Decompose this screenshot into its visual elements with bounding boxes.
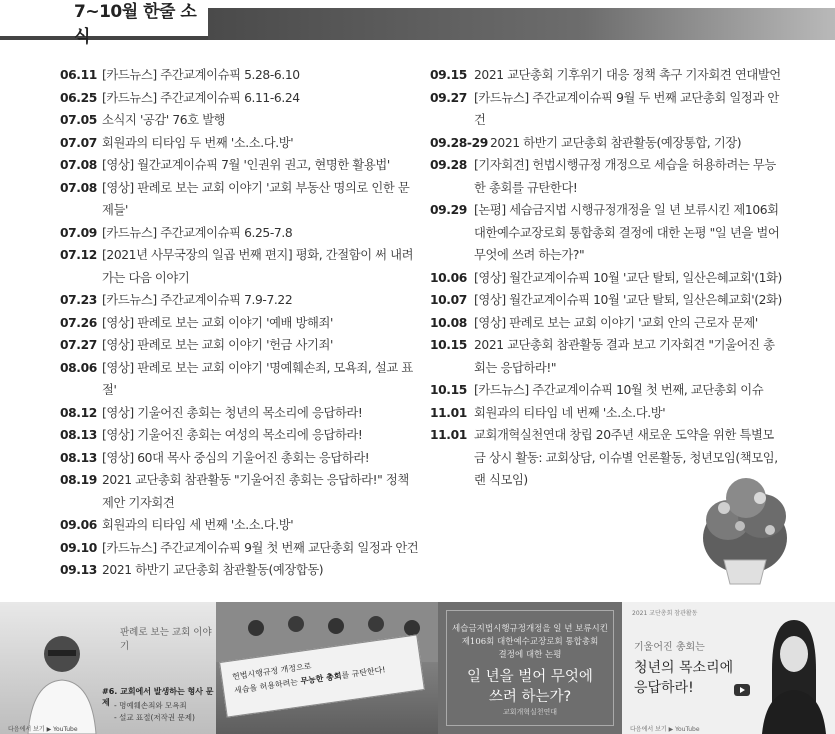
- news-date: 09.27: [430, 90, 467, 105]
- news-date: 07.27: [60, 338, 97, 352]
- header-left-line: [0, 36, 60, 40]
- thumbnail-headline: 판례로 보는 교회 이야기: [120, 627, 212, 652]
- news-item: [430, 334, 782, 379]
- youtube-stamp: 다음에서 보기 ▶ YouTube: [630, 726, 700, 733]
- news-date: 07.05: [60, 113, 97, 127]
- news-item: [60, 424, 420, 447]
- news-date: 07.07: [60, 135, 97, 150]
- news-item: [430, 132, 782, 155]
- news-text: 회원과의 티타임 세 번째 '소.소.다.방': [102, 518, 294, 532]
- news-item: [60, 559, 420, 582]
- news-item: [60, 334, 420, 357]
- statement-card: [438, 602, 622, 734]
- news-date: 10.08: [430, 315, 467, 330]
- news-date: 10.15: [430, 338, 467, 352]
- statement-subtitle: 세습금지법시행규정개정을 일 년 보류시킨 제106회 대한예수교장로회 통합총회 결정에 대한 논평: [452, 624, 608, 660]
- news-list-right: [430, 64, 782, 492]
- news-date: 08.13: [60, 450, 97, 465]
- news-item: [60, 447, 420, 470]
- news-item: [430, 267, 782, 290]
- news-text: [카드뉴스] 주간교계이슈픽 5.28-6.10: [102, 68, 300, 82]
- speaker-photo: [758, 610, 830, 734]
- news-item: [60, 469, 420, 514]
- thumbnail-caption-line2: - 설교 표절(저작권 문제): [114, 713, 195, 722]
- news-text: [영상] 판례로 보는 교회 이야기 '명예훼손죄, 모욕죄, 설교 표절': [102, 360, 413, 397]
- news-text: [영상] 기울어진 총회는 여성의 목소리에 응답하라!: [102, 428, 363, 442]
- news-text: [영상] 판례로 보는 교회 이야기 '헌금 사기죄': [102, 338, 333, 352]
- news-date: 09.29: [430, 203, 467, 217]
- news-date: 09.28-29: [430, 135, 488, 150]
- speaker-photo: [22, 624, 100, 734]
- statement-organization: 교회개혁실천연대: [502, 708, 558, 716]
- news-item: [60, 222, 420, 245]
- statement-headline: 일 년을 벌어 무엇에 쓰려 하는가?: [467, 669, 593, 705]
- news-item: [60, 537, 420, 560]
- news-item: [60, 402, 420, 425]
- video-thumbnail-youth-voice[interactable]: [622, 602, 835, 734]
- news-item: [60, 109, 420, 132]
- news-text: [카드뉴스] 주간교계이슈픽 7.9-7.22: [102, 293, 293, 307]
- news-item: [430, 64, 782, 87]
- news-text: [논평] 세습금지법 시행규정개정을 일 년 보류시킨 제106회 대한예수교장로회 통합총회 결정에 대한 논평 "일 년을 벌어 무엇에 쓰려 하는가?": [474, 203, 780, 262]
- thumbnail-top-label: 2021 교단총회 참관활동: [632, 610, 698, 617]
- news-date: 08.06: [60, 360, 97, 375]
- section-header: [0, 2, 835, 47]
- thumbnail-subtitle: 기울어진 총회는: [634, 642, 705, 653]
- news-text: 소식지 '공감' 76호 발행: [102, 113, 226, 127]
- photo-press-conference: [216, 602, 438, 734]
- news-item: [430, 199, 782, 267]
- play-icon[interactable]: [734, 684, 750, 696]
- news-item: [60, 154, 420, 177]
- news-text: [카드뉴스] 주간교계이슈픽 6.25-7.8: [102, 225, 293, 240]
- news-text: 회원과의 티타임 두 번째 '소.소.다.방': [102, 135, 294, 150]
- photo-strip: [0, 602, 835, 734]
- news-date: 10.15: [430, 383, 467, 397]
- statement-card-border: [446, 610, 614, 726]
- news-date: 08.13: [60, 428, 97, 442]
- news-item: [60, 514, 420, 537]
- thumbnail-caption-line1: - 명예훼손죄와 모욕죄: [114, 701, 187, 710]
- news-item: [430, 87, 782, 132]
- news-date: 08.19: [60, 473, 97, 487]
- news-item: [60, 357, 420, 402]
- news-item: [430, 402, 782, 425]
- news-date: 09.28: [430, 158, 467, 172]
- news-item: [60, 312, 420, 335]
- news-item: [430, 379, 782, 402]
- news-item: [60, 132, 420, 155]
- news-text: 2021 하반기 교단총회 참관활동(예장합동): [102, 563, 324, 577]
- news-item: [60, 244, 420, 289]
- news-date: 07.12: [60, 248, 97, 262]
- section-title: 7~10월 한줄 소식: [74, 2, 197, 47]
- news-text: 교회개혁실천연대 창립 20주년 새로운 도약을 위한 특별모금 상시 활동: 교회상담, 이슈별 언론활동, 청년모임(책모임, 랜 식모임): [474, 428, 778, 487]
- news-text: [기자회견] 헌법시행규정 개정으로 세습을 허용하려는 무능한 총회를 규탄한다!: [474, 158, 776, 195]
- news-date: 09.10: [60, 540, 97, 555]
- news-text: [카드뉴스] 주간교계이슈픽 9월 두 번째 교단총회 일정과 안건: [474, 90, 779, 127]
- news-date: 07.23: [60, 293, 97, 307]
- banner-line2: 세습을 허용하려는 무능한 총회를 규탄한다!: [233, 665, 387, 696]
- news-item: [430, 289, 782, 312]
- news-date: 07.09: [60, 225, 97, 240]
- news-list-left: [60, 64, 420, 582]
- news-text: 회원과의 티타임 네 번째 '소.소.다.방': [474, 405, 666, 420]
- news-text: 2021 하반기 교단총회 참관활동(예장통합, 기장): [490, 135, 742, 150]
- news-text: [영상] 월간교계이슈픽 7월 '인권위 권고, 현명한 활용법': [102, 158, 390, 172]
- news-text: 2021 교단총회 기후위기 대응 정책 촉구 기자회견 연대발언: [474, 68, 781, 82]
- header-gradient-bar: [208, 8, 835, 40]
- news-item: [60, 87, 420, 110]
- news-date: 11.01: [430, 428, 467, 442]
- news-item: [430, 312, 782, 335]
- news-text: [카드뉴스] 주간교계이슈픽 6.11-6.24: [102, 90, 300, 105]
- news-text: [영상] 판례로 보는 교회 이야기 '교회 안의 근로자 문제': [474, 315, 758, 330]
- news-text: [2021년 사무국장의 일곱 번째 편지] 평화, 간절함이 써 내려가는 다음 이야기: [102, 248, 414, 285]
- youtube-stamp: 다음에서 보기 ▶ YouTube: [8, 726, 78, 733]
- news-item: [60, 64, 420, 87]
- news-item: [430, 154, 782, 199]
- news-text: [영상] 판례로 보는 교회 이야기 '예배 방해죄': [102, 315, 333, 330]
- banner-line1: 헌법시행규정 개정으로: [231, 661, 312, 682]
- section-title-box: [60, 2, 208, 47]
- news-text: 2021 교단총회 참관활동 결과 보고 기자회견 "기울어진 총회는 응답하라!": [474, 338, 775, 375]
- news-date: 09.06: [60, 518, 97, 532]
- news-date: 06.11: [60, 68, 97, 82]
- news-date: 09.13: [60, 563, 97, 577]
- news-text: [영상] 월간교계이슈픽 10월 '교단 탈퇴, 일산은혜교회'(1화): [474, 270, 782, 285]
- video-thumbnail-case-law[interactable]: [0, 602, 216, 734]
- news-date: 07.08: [60, 180, 97, 195]
- news-text: [영상] 기울어진 총회는 청년의 목소리에 응답하라!: [102, 405, 363, 420]
- thumbnail-caption-title: #6. 교회에서 발생하는 형사 문제: [102, 687, 214, 707]
- news-item: [60, 177, 420, 222]
- news-date: 08.12: [60, 405, 97, 420]
- news-date: 10.06: [430, 270, 467, 285]
- news-date: 11.01: [430, 405, 467, 420]
- news-text: 2021 교단총회 참관활동 "기울어진 총회는 응답하라!" 정책 제안 기자회견: [102, 473, 409, 510]
- news-text: [카드뉴스] 주간교계이슈픽 9월 첫 번째 교단총회 일정과 안건: [102, 540, 419, 555]
- news-text: [카드뉴스] 주간교계이슈픽 10월 첫 번째, 교단총회 이슈: [474, 383, 764, 397]
- news-text: [영상] 판례로 보는 교회 이야기 '교회 부동산 명의로 인한 문제들': [102, 180, 410, 217]
- news-date: 09.15: [430, 68, 467, 82]
- news-date: 06.25: [60, 90, 97, 105]
- plant-illustration: [700, 468, 790, 586]
- news-text: [영상] 월간교계이슈픽 10월 '교단 탈퇴, 일산은혜교회'(2화): [474, 293, 782, 307]
- news-item: [60, 289, 420, 312]
- news-date: 07.08: [60, 158, 97, 172]
- news-text: [영상] 60대 목사 중심의 기울어진 총회는 응답하라!: [102, 450, 370, 465]
- thumbnail-main-text: 청년의 목소리에 응답하라!: [634, 660, 734, 696]
- news-date: 07.26: [60, 315, 97, 330]
- news-date: 10.07: [430, 293, 467, 307]
